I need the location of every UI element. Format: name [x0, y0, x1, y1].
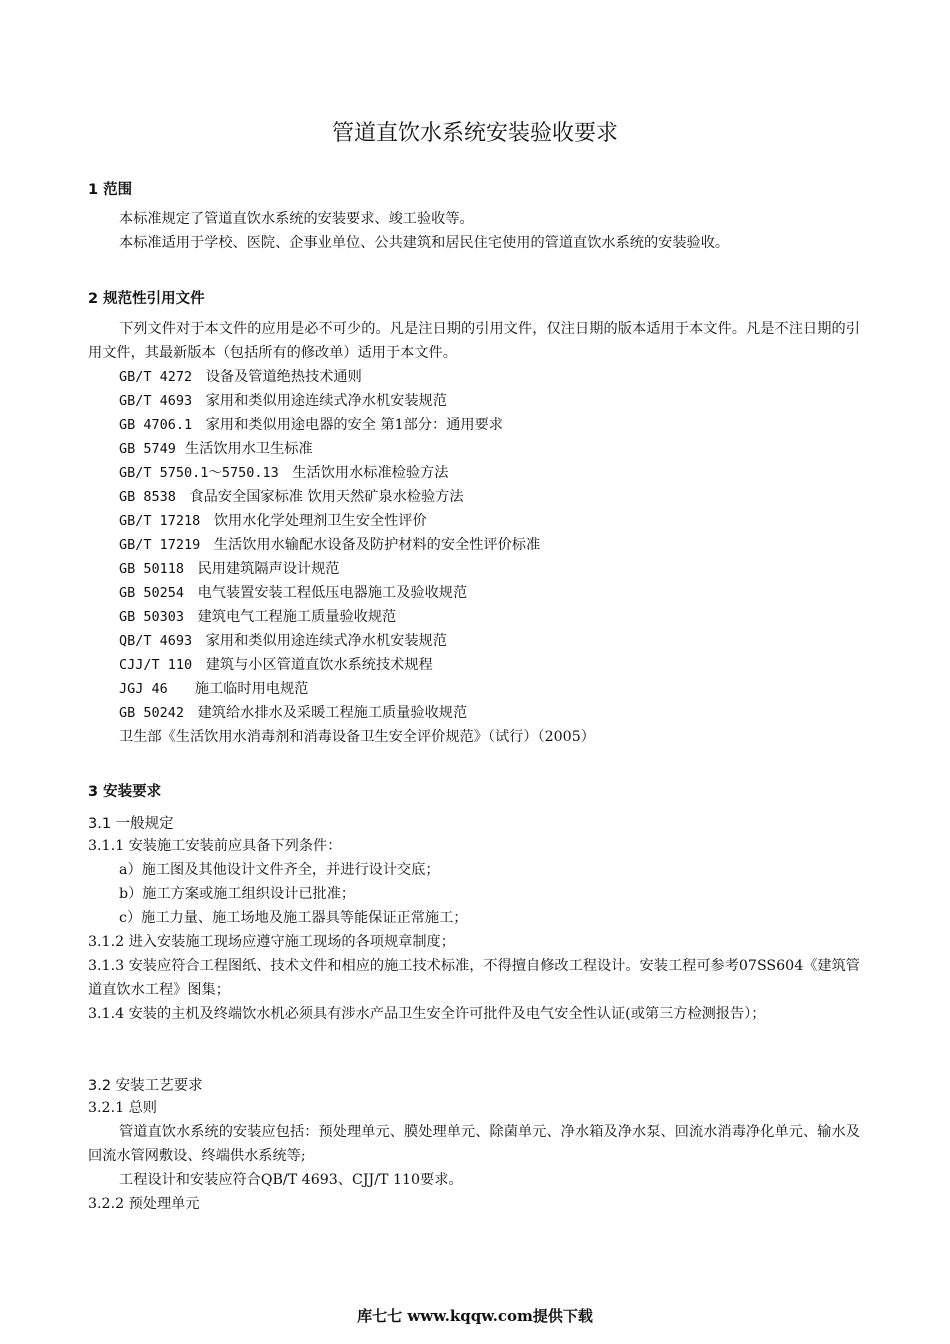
- reference-item: [119, 461, 448, 485]
- reference-code: CJJ/T 110: [119, 657, 193, 673]
- reference-code: GB/T 17219: [119, 537, 201, 553]
- reference-code: GB/T 4693: [119, 393, 193, 409]
- reference-item: [119, 389, 447, 413]
- footer-download-note: 库七七 www.kqqw.com提供下载: [357, 1307, 593, 1325]
- reference-title: 民用建筑隔声设计规范: [197, 561, 340, 577]
- reference-title: 家用和类似用途连续式净水机安装规范: [205, 393, 447, 409]
- reference-code: GB 5749: [119, 441, 176, 457]
- clause-3-1-1: 3.1.1 安装施工安装前应具备下列条件：: [88, 838, 342, 854]
- reference-item: [119, 653, 433, 677]
- reference-title: 设备及管道绝热技术通则: [205, 369, 362, 385]
- reference-item: [119, 605, 396, 629]
- reference-item: [119, 557, 339, 581]
- reference-item: [119, 629, 447, 653]
- section-1-heading: 1 范围: [88, 182, 133, 198]
- clause-3-1-1-item-b: b）施工方案或施工组织设计已批准；: [119, 886, 356, 902]
- reference-title: 施工临时用电规范: [194, 681, 309, 697]
- reference-item: [119, 701, 467, 725]
- reference-code: GB 50303: [119, 609, 185, 625]
- section-2-intro: 下列文件对于本文件的应用是必不可少的。凡是注日期的引用文件，仅注日期的版本适用于本文件。凡是不注日期的引用文件，其最新版本（包括所有的修改单）适用于本文件。: [88, 321, 860, 361]
- reference-item: [119, 413, 503, 437]
- reference-title: 家用和类似用途连续式净水机安装规范: [205, 633, 447, 649]
- clause-3-1-1-item-a: a）施工图及其他设计文件齐全，并进行设计交底；: [119, 862, 440, 878]
- reference-item: [119, 485, 464, 509]
- reference-title: 生活饮用水输配水设备及防护材料的安全性评价标准: [213, 537, 541, 553]
- section-3-heading: 3 安装要求: [88, 784, 162, 800]
- reference-title: 建筑与小区管道直饮水系统技术规程: [205, 657, 433, 673]
- reference-item: [119, 581, 467, 605]
- reference-code: GB/T 4272: [119, 369, 193, 385]
- reference-code: GB/T 17218: [119, 513, 201, 529]
- clause-3-1-2: 3.1.2 进入安装施工现场应遵守施工现场的各项规章制度；: [88, 934, 455, 950]
- subsection-3-1-heading: 3.1 一般规定: [88, 816, 174, 832]
- clause-3-1-1-item-c: c）施工力量、施工场地及施工器具等能保证正常施工；: [119, 910, 468, 926]
- reference-code: GB 4706.1: [119, 417, 193, 433]
- reference-code: GB 8538: [119, 489, 176, 505]
- reference-code: GB 50254: [119, 585, 185, 601]
- clause-3-2-2: 3.2.2 预处理单元: [88, 1196, 200, 1212]
- document-title: 管道直饮水系统安装验收要求: [331, 121, 618, 146]
- reference-item: [119, 677, 308, 701]
- reference-title: 电气装置安装工程低压电器施工及验收规范: [197, 585, 468, 601]
- clause-3-2-1: 3.2.1 总则: [88, 1100, 157, 1116]
- reference-code: GB 50118: [119, 561, 185, 577]
- reference-code: GB/T 5750.1～5750.13: [119, 465, 279, 481]
- reference-title: 食品安全国家标准 饮用天然矿泉水检验方法: [189, 489, 464, 505]
- reference-title: 生活饮用水标准检验方法: [292, 465, 449, 481]
- reference-title: 建筑电气工程施工质量验收规范: [197, 609, 397, 625]
- reference-title: 建筑给水排水及采暖工程施工质量验收规范: [197, 705, 468, 721]
- clause-3-2-1-paragraph-2: 工程设计和安装应符合QB/T 4693、CJJ/T 110要求。: [119, 1172, 463, 1188]
- reference-code: GB 50242: [119, 705, 185, 721]
- clause-3-1-4: 3.1.4 安装的主机及终端饮水机必须具有涉水产品卫生安全许可批件及电气安全性认证(或第三方检测报告）；: [88, 1006, 766, 1022]
- reference-title: 生活饮用水卫生标准: [184, 441, 313, 457]
- clause-3-1-3: 3.1.3 安装应符合工程图纸、技术文件和相应的施工技术标准，不得擅自修改工程设计。安装工程可参考07SS604《建筑管道直饮水工程》图集；: [88, 958, 860, 998]
- reference-item-last: 卫生部《生活饮用水消毒剂和消毒设备卫生安全评价规范》（试行）（2005）: [119, 729, 595, 745]
- reference-code: JGJ 46: [119, 681, 168, 697]
- section-2-heading: 2 规范性引用文件: [88, 291, 205, 307]
- reference-title: 家用和类似用途电器的安全 第1部分：通用要求: [205, 417, 503, 433]
- reference-code: QB/T 4693: [119, 633, 193, 649]
- reference-item: [119, 509, 427, 533]
- reference-item: [119, 365, 362, 389]
- section-1-paragraph-2: 本标准适用于学校、医院、企事业单位、公共建筑和居民住宅使用的管道直饮水系统的安装验收。: [119, 235, 730, 251]
- subsection-3-2-heading: 3.2 安装工艺要求: [88, 1078, 203, 1094]
- reference-title: 饮用水化学处理剂卫生安全性评价: [213, 513, 427, 529]
- reference-item: [119, 437, 313, 461]
- section-1-paragraph-1: 本标准规定了管道直饮水系统的安装要求、竣工验收等。: [119, 211, 474, 227]
- clause-3-2-1-paragraph-1: 管道直饮水系统的安装应包括：预处理单元、膜处理单元、除菌单元、净水箱及净水泵、回流水消毒净化单元、输水及回流水管网敷设、终端供水系统等;: [88, 1124, 860, 1164]
- reference-item: [119, 533, 540, 557]
